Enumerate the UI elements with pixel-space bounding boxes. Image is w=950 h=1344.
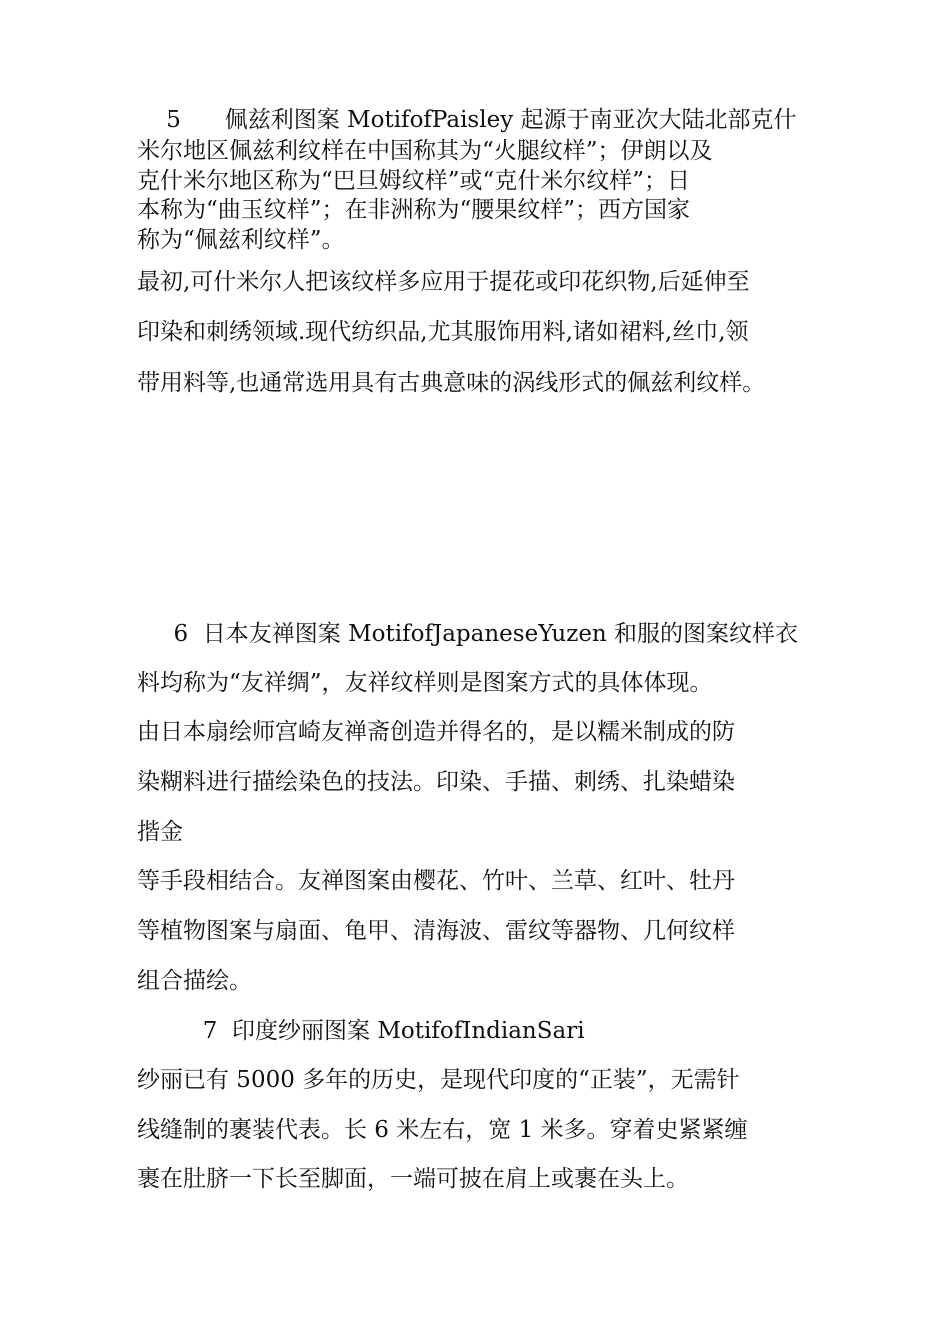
text-line: 称为“佩兹利纹样”。 — [137, 227, 345, 253]
text-line: 染糊料进行描绘染色的技法。印染、手描、刺绣、扎染蜡染 — [137, 769, 735, 795]
text-line: 揩金 — [137, 819, 183, 845]
text-line: 等手段相结合。友禅图案由樱花、竹叶、兰草、红叶、牡丹 — [137, 868, 735, 894]
text-line: 裹在肚脐一下长至脚面，一端可披在肩上或裹在头上。 — [137, 1166, 689, 1192]
text-line: 组合描绘。 — [137, 968, 252, 994]
text-line: 最初,可什米尔人把该纹样多应用于提花或印花织物,后延伸至 — [137, 269, 750, 295]
text-line: 克什米尔地区称为“巴旦姆纹样”或“克什米尔纹样”；日 — [137, 168, 691, 194]
text-line: 米尔地区佩兹利纹样在中国称其为“火腿纹样”；伊朗以及 — [137, 138, 713, 164]
text-line: 纱丽已有 5000 多年的历史，是现代印度的“正装”，无需针 — [137, 1067, 740, 1093]
text-line: 由日本扇绘师宫崎友禅斋创造并得名的，是以糯米制成的防 — [137, 719, 735, 745]
text-line: 7 印度纱丽图案 MotifofIndianSari — [137, 1018, 585, 1044]
text-line: 线缝制的裹装代表。长 6 米左右，宽 1 米多。穿着史紧紧缠 — [137, 1117, 748, 1143]
text-line: 印染和刺绣领域.现代纺织品,尤其服饰用料,诸如裙料,丝巾,领 — [137, 319, 749, 345]
text-line: 带用料等,也通常选用具有古典意味的涡线形式的佩兹利纹样。 — [137, 370, 766, 396]
text-line: 料均称为“友祥绸”，友祥纹样则是图案方式的具体体现。 — [137, 670, 713, 696]
text-line: 6 日本友禅图案 MotifofJapaneseYuzen 和服的图案纹样衣 — [137, 621, 799, 647]
text-line: 本称为“曲玉纹样”；在非洲称为“腰果纹样”；西方国家 — [137, 197, 691, 223]
text-line: 等植物图案与扇面、龟甲、清海波、雷纹等器物、几何纹样 — [137, 918, 735, 944]
text-line: 5 佩兹利图案 MotifofPaisley 起源于南亚次大陆北部克什 — [137, 107, 797, 133]
